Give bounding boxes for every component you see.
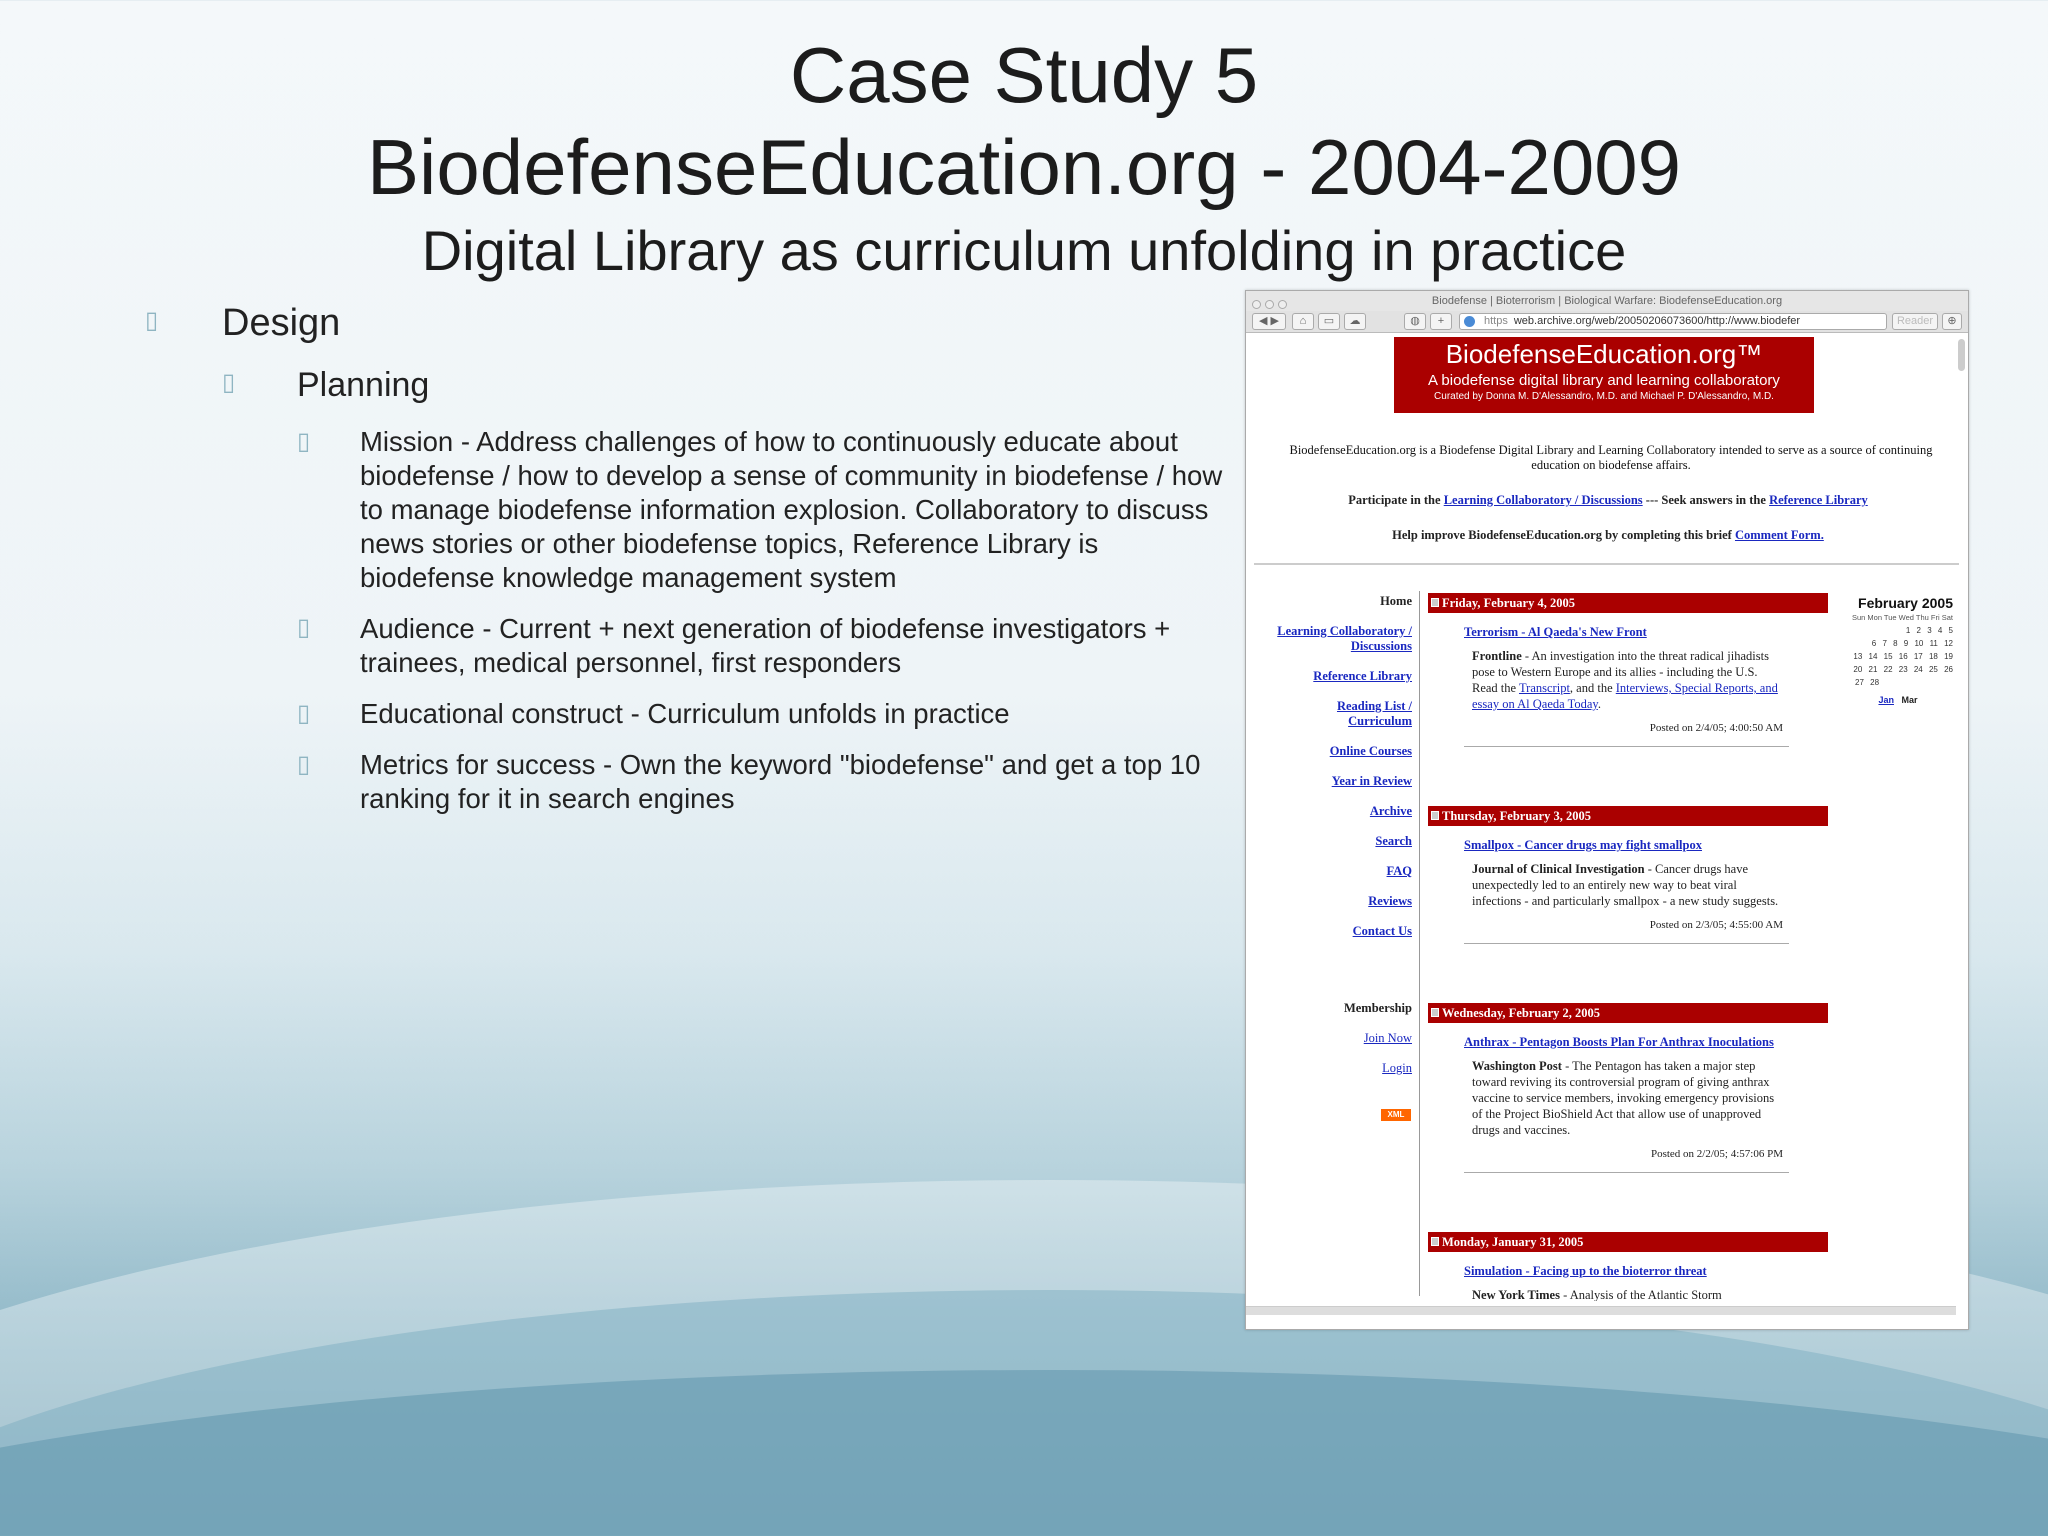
post-text: . <box>1597 697 1601 711</box>
comment-form-link[interactable]: Comment Form. <box>1734 528 1824 542</box>
post-text: - An investigation into the threat radical jihadists pose to Western Europe and its allies - including the U.S. Read the <box>1472 649 1769 695</box>
url-scheme: https <box>1484 315 1508 327</box>
calendar-week: 27 28 <box>1855 678 1880 687</box>
nav-reading-list[interactable] <box>1337 699 1412 729</box>
calendar <box>1843 595 1953 705</box>
post-date: Wednesday, February 2, 2005 <box>1442 1006 1600 1020</box>
post-divider <box>1464 746 1789 747</box>
post-date: Thursday, February 3, 2005 <box>1442 809 1591 823</box>
reader-button[interactable]: Reader <box>1892 313 1938 330</box>
calendar-next: Mar <box>1901 695 1918 705</box>
download-icon[interactable]: ⊕ <box>1942 313 1962 330</box>
bullet-icon: ▯ <box>145 306 159 334</box>
news-post <box>1428 1003 1828 1173</box>
nav-contact-us[interactable]: Contact Us <box>1352 924 1412 938</box>
reference-library-link[interactable]: Reference Library <box>1769 493 1868 507</box>
post-title-link[interactable]: Terrorism - Al Qaeda's New Front <box>1464 625 1647 639</box>
url-text: web.archive.org/web/20050206073600/http://www.biodefer <box>1513 315 1801 327</box>
nav-divider <box>1419 591 1420 1296</box>
calendar-week: 6 7 8 9 10 11 12 <box>1871 639 1953 648</box>
post-body <box>1472 1287 1782 1301</box>
post-divider <box>1464 943 1789 944</box>
nav-learning-collaboratory[interactable] <box>1277 624 1412 654</box>
post-divider <box>1464 1172 1789 1173</box>
print-icon[interactable]: ▭ <box>1318 313 1340 330</box>
bullet-icon: ▯ <box>297 613 311 641</box>
transcript-link[interactable]: Transcript <box>1518 681 1570 695</box>
nav-learning-label-2: Discussions <box>1350 639 1412 653</box>
calendar-title: February 2005 <box>1858 595 1953 611</box>
close-icon[interactable] <box>1252 300 1261 309</box>
post-date-header <box>1428 1003 1828 1023</box>
improve-line <box>1246 528 1969 543</box>
news-post <box>1428 1232 1828 1301</box>
nav-home[interactable]: Home <box>1380 594 1412 608</box>
home-icon[interactable]: ⌂ <box>1292 313 1314 330</box>
add-tab-button[interactable]: + <box>1430 313 1452 330</box>
outline-item-construct: Educational construct - Curriculum unfolds in practice <box>360 698 1010 729</box>
post-source: New York Times <box>1472 1288 1560 1301</box>
post-title-link[interactable]: Anthrax - Pentagon Boosts Plan For Anthrax Inoculations <box>1464 1035 1774 1049</box>
post-text: - Cancer drugs have unexpectedly led to an entirely new way to beat viral infections - and particularly smallpox - a new study suggests. <box>1472 862 1779 908</box>
divider <box>1254 563 1959 565</box>
post-text: , and the <box>1569 681 1616 695</box>
nav-reference-library[interactable]: Reference Library <box>1313 669 1412 683</box>
post-text: - Analysis of the Atlantic Storm <box>1559 1288 1722 1301</box>
cloud-icon[interactable]: ☁ <box>1344 313 1366 330</box>
nav-online-courses[interactable]: Online Courses <box>1329 744 1412 758</box>
browser-toolbar <box>1246 311 1968 333</box>
site-intro: BiodefenseEducation.org is a Biodefense Digital Library and Learning Collaboratory intended to serve as a source of continuing education on biodefense affairs. <box>1289 443 1933 472</box>
back-forward-button[interactable]: ◀ ▶ <box>1252 313 1286 330</box>
post-title-link[interactable]: Smallpox - Cancer drugs may fight smallpox <box>1464 838 1702 852</box>
browser-titlebar <box>1246 291 1968 311</box>
bullet-icon: ▯ <box>297 427 311 455</box>
post-body <box>1472 1058 1782 1138</box>
outline-item-audience: Audience - Current + next generation of biodefense investigators + trainees, medical personnel, first responders <box>360 613 1171 678</box>
calendar-weekdays: Sun Mon Tue Wed Thu Fri Sat <box>1851 613 1953 622</box>
post-title-link[interactable]: Simulation - Facing up to the bioterror threat <box>1464 1264 1707 1278</box>
outline-item-mission: Mission - Address challenges of how to continuously educate about biodefense / how to develop a sense of community in biodefense / how to manage biodefense information explosion. Collaboratory to discuss news stories or other biodefense topics, Reference Library is biodefense knowledge management system <box>360 426 1223 593</box>
bullet-icon: ▯ <box>297 750 311 778</box>
nav-faq[interactable]: FAQ <box>1386 864 1412 878</box>
post-source: Frontline <box>1472 649 1522 663</box>
window-title: Biodefense | Bioterrorism | Biological Warfare: BiodefenseEducation.org <box>1431 295 1783 307</box>
minimize-icon[interactable] <box>1265 300 1274 309</box>
post-timestamp: Posted on 2/3/05; 4:55:00 AM <box>1649 919 1783 931</box>
post-date-header <box>1428 806 1828 826</box>
post-date: Monday, January 31, 2005 <box>1442 1235 1584 1249</box>
calendar-week: 13 14 15 16 17 18 19 <box>1853 652 1953 661</box>
participate-text: Participate in the <box>1348 493 1441 507</box>
post-body <box>1472 648 1782 712</box>
post-icon <box>1431 598 1439 607</box>
xml-feed-button[interactable]: XML <box>1381 1109 1411 1121</box>
participate-line <box>1246 493 1969 508</box>
calendar-nav <box>1843 695 1953 705</box>
nav-login[interactable]: Login <box>1382 1061 1412 1075</box>
nav-learning-label-1: Learning Collaboratory / <box>1277 624 1412 638</box>
improve-text: Help improve BiodefenseEducation.org by completing this brief <box>1392 528 1732 542</box>
post-date-header <box>1428 593 1828 613</box>
post-timestamp: Posted on 2/4/05; 4:00:50 AM <box>1649 722 1783 734</box>
post-body <box>1472 861 1782 909</box>
outline-level2: Planning <box>297 366 430 404</box>
post-text: - The Pentagon has taken a major step toward reviving its controversial program of giving anthrax vaccine to service members, invoking emergency provisions of the Project BioShield Act that allow use of unapproved drugs and vaccines. <box>1472 1059 1775 1137</box>
news-post <box>1428 593 1828 747</box>
nav-join-now[interactable]: Join Now <box>1363 1031 1412 1045</box>
post-icon <box>1431 1008 1439 1017</box>
nav-reading-label-1: Reading List / <box>1336 699 1412 713</box>
site-logo: BiodefenseEducation.org™ <box>1445 339 1763 369</box>
nav-search[interactable]: Search <box>1375 834 1412 848</box>
maximize-icon[interactable] <box>1278 300 1287 309</box>
horizontal-scrollbar[interactable] <box>1246 1306 1956 1315</box>
history-icon[interactable]: ◍ <box>1404 313 1426 330</box>
post-date: Friday, February 4, 2005 <box>1442 596 1575 610</box>
nav-reading-label-2: Curriculum <box>1348 714 1412 728</box>
outline-level1: Design <box>222 302 341 344</box>
interviews-link[interactable]: Interviews, Special Reports, and essay on Al Qaeda Today <box>1472 681 1778 711</box>
post-source: Washington Post <box>1472 1059 1562 1073</box>
vertical-scrollbar[interactable] <box>1958 339 1965 371</box>
post-timestamp: Posted on 2/2/05; 4:57:06 PM <box>1650 1148 1783 1160</box>
calendar-prev-link[interactable]: Jan <box>1878 695 1894 705</box>
site-banner <box>1394 337 1814 413</box>
nav-archive[interactable]: Archive <box>1369 804 1412 818</box>
nav-year-in-review[interactable]: Year in Review <box>1331 774 1412 788</box>
slide-title-site: BiodefenseEducation.org - 2004-2009 <box>367 123 1681 211</box>
site-curators: Curated by Donna M. D'Alessandro, M.D. and Michael P. D'Alessandro, M.D. <box>1434 391 1774 402</box>
participate-mid-text: --- Seek answers in the <box>1645 493 1766 507</box>
globe-icon <box>1464 316 1475 327</box>
bullet-icon: ▯ <box>222 368 236 396</box>
calendar-week[interactable]: 1 2 3 4 5 <box>1905 626 1953 635</box>
outline-item-metrics: Metrics for success - Own the keyword "biodefense" and get a top 10 ranking for it in search engines <box>360 749 1201 814</box>
post-date-header <box>1428 1232 1828 1252</box>
site-tagline: A biodefense digital library and learning collaboratory <box>1428 372 1780 389</box>
learning-collaboratory-link[interactable]: Learning Collaboratory / Discussions <box>1443 493 1643 507</box>
post-source: Journal of Clinical Investigation <box>1472 862 1645 876</box>
slide-subtitle: Digital Library as curriculum unfolding in practice <box>421 219 1627 282</box>
slide-title: Case Study 5 <box>789 31 1259 119</box>
membership-heading: Membership <box>1343 1001 1412 1015</box>
browser-screenshot <box>1245 290 1969 1330</box>
nav-reviews[interactable]: Reviews <box>1368 894 1412 908</box>
calendar-week: 20 21 22 23 24 25 26 <box>1853 665 1953 674</box>
bullet-icon: ▯ <box>297 699 311 727</box>
post-icon <box>1431 1237 1439 1246</box>
address-bar[interactable] <box>1459 313 1887 330</box>
post-icon <box>1431 811 1439 820</box>
news-post <box>1428 806 1828 944</box>
